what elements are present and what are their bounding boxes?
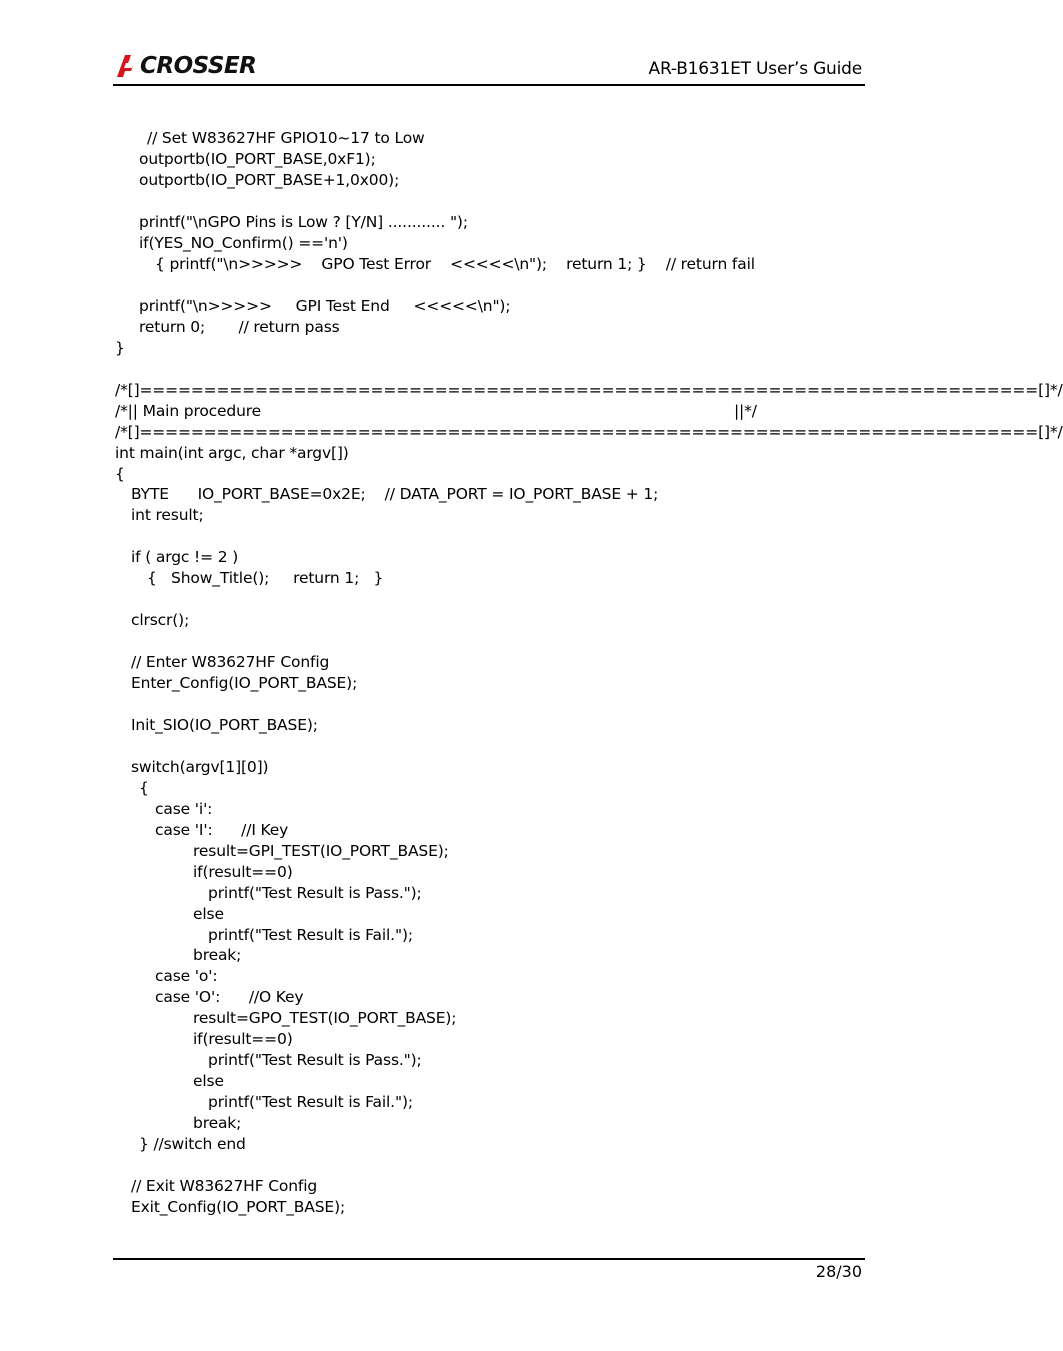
- code-line: BYTE IO_PORT_BASE=0x2E; // DATA_PORT = IO_PORT_BASE + 1;: [131, 485, 659, 503]
- code-line: // Set W83627HF GPIO10~17 to Low: [147, 129, 425, 147]
- code-line: printf("\n>>>>> GPI Test End <<<<<\n");: [139, 297, 511, 315]
- code-line: }: [115, 339, 125, 357]
- code-line: { Show_Title(); return 1; }: [147, 569, 384, 587]
- code-line: printf("Test Result is Pass.");: [208, 1051, 422, 1069]
- header-rule: [113, 84, 865, 86]
- code-line: Init_SIO(IO_PORT_BASE);: [131, 716, 318, 734]
- code-line: if ( argc != 2 ): [131, 548, 239, 566]
- code-line: // Exit W83627HF Config: [131, 1177, 318, 1195]
- code-line: int result;: [131, 506, 204, 524]
- code-line: if(result==0): [193, 1030, 293, 1048]
- code-line: Exit_Config(IO_PORT_BASE);: [131, 1198, 346, 1216]
- code-line: printf("Test Result is Fail.");: [208, 926, 413, 944]
- footer-rule: [113, 1258, 865, 1260]
- code-line: /*[]======================================================================[]*/: [115, 381, 1063, 399]
- code-line: break;: [193, 946, 242, 964]
- code-line: // Enter W83627HF Config: [131, 653, 330, 671]
- code-line: printf("Test Result is Fail.");: [208, 1093, 413, 1111]
- code-line: {: [139, 779, 149, 797]
- code-line: case 'o':: [155, 967, 218, 985]
- code-line: /*|| Main procedure ||*/: [115, 402, 757, 420]
- page-number: 28/30: [815, 1262, 862, 1281]
- code-line: printf("Test Result is Pass.");: [208, 884, 422, 902]
- code-line: /*[]======================================================================[]*/: [115, 423, 1063, 441]
- code-line: switch(argv[1][0]): [131, 758, 269, 776]
- code-line: {: [115, 465, 125, 483]
- code-line: int main(int argc, char *argv[]): [115, 444, 349, 462]
- code-line: case 'O': //O Key: [155, 988, 304, 1006]
- code-line: else: [193, 1072, 224, 1090]
- code-line: if(result==0): [193, 863, 293, 881]
- code-line: break;: [193, 1114, 242, 1132]
- code-line: case 'I': //I Key: [155, 821, 289, 839]
- code-line: printf("\nGPO Pins is Low ? [Y/N] ............ ");: [139, 213, 468, 231]
- code-line: case 'i':: [155, 800, 213, 818]
- code-line: result=GPO_TEST(IO_PORT_BASE);: [193, 1009, 457, 1027]
- code-line: clrscr();: [131, 611, 190, 629]
- code-line: result=GPI_TEST(IO_PORT_BASE);: [193, 842, 449, 860]
- code-line: outportb(IO_PORT_BASE,0xF1);: [139, 150, 376, 168]
- code-line: if(YES_NO_Confirm() =='n'): [139, 234, 348, 252]
- crosser-a-logo-icon: [113, 53, 139, 79]
- code-line: } //switch end: [139, 1135, 246, 1153]
- logo: [113, 52, 256, 80]
- document-title: AR-B1631ET User’s Guide: [648, 59, 862, 79]
- logo-text: CROSSER: [140, 53, 257, 79]
- code-line: else: [193, 905, 224, 923]
- code-line: { printf("\n>>>>> GPO Test Error <<<<<\n"); return 1; } // return fail: [155, 255, 755, 273]
- code-line: Enter_Config(IO_PORT_BASE);: [131, 674, 358, 692]
- code-line: return 0; // return pass: [139, 318, 340, 336]
- code-line: outportb(IO_PORT_BASE+1,0x00);: [139, 171, 400, 189]
